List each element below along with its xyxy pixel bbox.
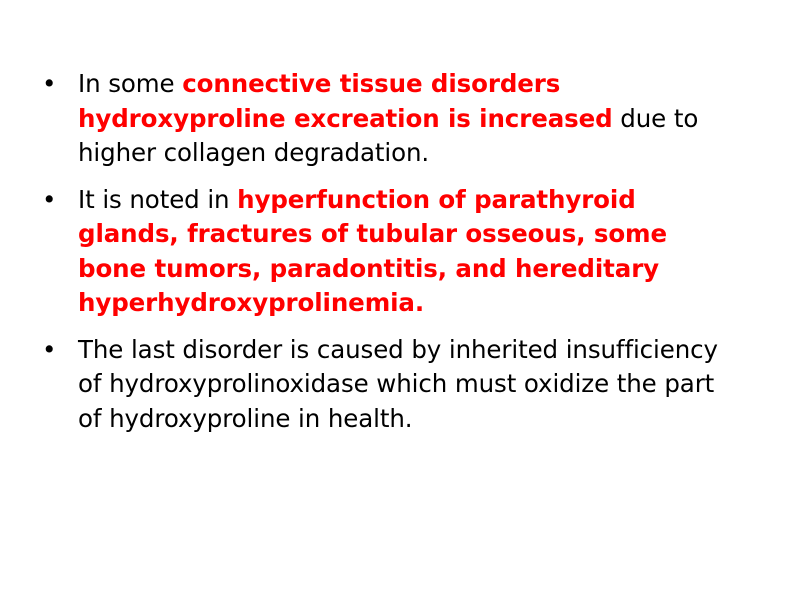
bullet-text-plain: In some: [78, 69, 183, 98]
bullet-text-highlight: hyperfunction of parathyroid glands, fractures of tubular osseous, some bone tumors, paradontitis, and hereditary hyperhydroxyprolinemia.: [78, 184, 667, 317]
bullet-text-plain: The last disorder is caused by inherited insufficiency of hydroxyprolinoxidase which must oxidize the part of hydroxyproline in health.: [78, 334, 718, 433]
bullet-item-3: [40, 333, 740, 437]
bullet-marker: •: [42, 334, 57, 364]
bullet-marker: •: [42, 69, 57, 98]
bullet-marker: •: [42, 184, 57, 214]
bullet-text-highlight: connective tissue disorders hydroxyproline excreation is increased: [78, 69, 613, 133]
bullet-text-plain: due to higher collagen degradation.: [78, 103, 699, 167]
bullet-list: [40, 67, 740, 436]
bullet-item-1: [40, 67, 740, 171]
bullet-item-2: [40, 183, 740, 321]
bullet-text-plain: It is noted in: [78, 184, 238, 214]
